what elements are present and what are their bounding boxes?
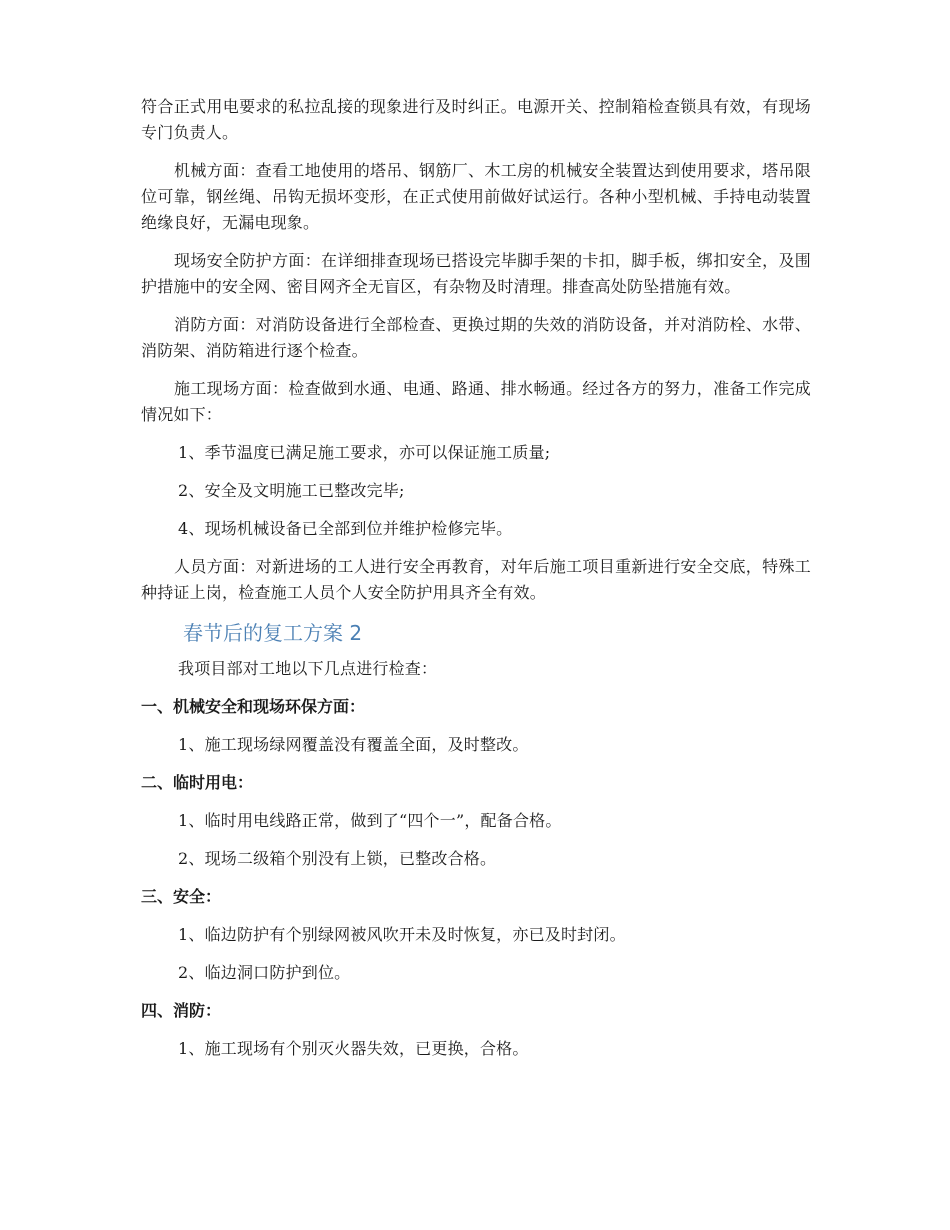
paragraph-machinery: 机械方面：查看工地使用的塔吊、钢筋厂、木工房的机械安全装置达到使用要求，塔吊限位可靠，钢丝绳、吊钩无损坏变形，在正式使用前做好试运行。各种小型机械、手持电动装置绝缘良好，无漏电现象。 xyxy=(141,161,811,232)
paragraph-site: 施工现场方面：检查做到水通、电通、路通、排水畅通。经过各方的努力，准备工作完成情况如下： xyxy=(141,379,811,424)
subsection-title-electricity: 二、临时用电： xyxy=(141,773,254,792)
paragraph-fire: 消防方面：对消防设备进行全部检查、更换过期的失效的消防设备，并对消防栓、水带、消防架、消防箱进行逐个检查。 xyxy=(141,315,811,360)
document-page xyxy=(141,94,811,1074)
list-item: 2、现场二级箱个别没有上锁，已整改合格。 xyxy=(178,849,497,868)
paragraph-personnel: 人员方面：对新进场的工人进行安全再教育，对年后施工项目重新进行安全交底，特殊工种持证上岗，检查施工人员个人安全防护用具齐全有效。 xyxy=(141,557,811,602)
paragraph-site-protection: 现场安全防护方面：在详细排查现场已搭设完毕脚手架的卡扣，脚手板，绑扣安全，及围护措施中的安全网、密目网齐全无盲区，有杂物及时清理。排查高处防坠措施有效。 xyxy=(141,251,811,296)
list-item: 1、临时用电线路正常，做到了“四个一”，配备合格。 xyxy=(178,811,562,830)
list-item: 4、现场机械设备已全部到位并维护检修完毕。 xyxy=(178,519,513,538)
paragraph-intro2: 我项目部对工地以下几点进行检查： xyxy=(178,659,438,678)
paragraph-intro-continuation: 符合正式用电要求的私拉乱接的现象进行及时纠正。电源开关、控制箱检查锁具有效，有现场专门负责人。 xyxy=(141,97,811,142)
list-item: 2、安全及文明施工已整改完毕; xyxy=(178,481,405,500)
subsection-title-safety: 三、安全： xyxy=(141,887,222,906)
list-item: 1、季节温度已满足施工要求，亦可以保证施工质量; xyxy=(178,443,551,462)
list-item: 2、临边洞口防护到位。 xyxy=(178,963,351,982)
list-item: 1、施工现场绿网覆盖没有覆盖全面，及时整改。 xyxy=(178,735,529,754)
list-item: 1、施工现场有个别灭火器失效，已更换，合格。 xyxy=(178,1039,529,1058)
subsection-title-machinery: 一、机械安全和现场环保方面： xyxy=(141,697,366,716)
subsection-title-fire: 四、消防： xyxy=(141,1001,222,1020)
section-heading: 春节后的复工方案 2 xyxy=(183,621,363,645)
list-item: 1、临边防护有个别绿网被风吹开未及时恢复，亦已及时封闭。 xyxy=(178,925,626,944)
